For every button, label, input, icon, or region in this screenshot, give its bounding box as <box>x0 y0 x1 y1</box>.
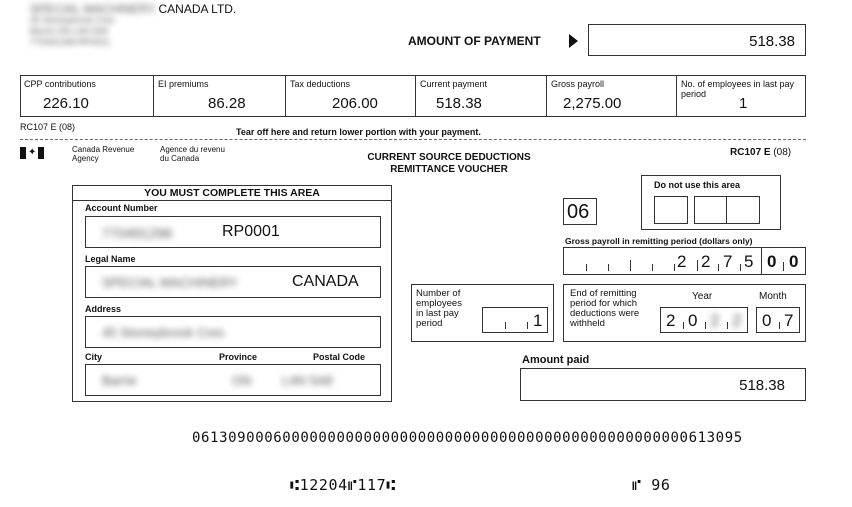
month-digit-2: 7 <box>784 311 794 330</box>
do-not-use-box-2 <box>694 196 760 224</box>
form-code-top: RC107 E (08) <box>20 122 76 132</box>
year-digit-4: 2 <box>732 311 742 330</box>
address-redacted: 45 Stoneybrook Cres <box>102 325 225 340</box>
arrow-right-icon <box>569 34 578 48</box>
summary-cpp-value: 226.10 <box>43 95 89 112</box>
summary-tax-label: Tax deductions <box>290 79 351 89</box>
summary-ei <box>153 76 284 116</box>
gross-digit-4: 5 <box>744 252 754 271</box>
account-number-field[interactable] <box>85 216 381 248</box>
summary-cpp <box>21 76 151 116</box>
form-code-voucher: RC107 E (08) <box>730 147 792 158</box>
code-box <box>563 198 597 225</box>
legal-name-redacted: SPECIAL MACHINERY <box>102 275 238 290</box>
summary-gross <box>546 76 677 116</box>
year-digit-3: 2 <box>710 311 720 330</box>
summary-employees <box>676 76 806 116</box>
month-field[interactable] <box>756 307 800 333</box>
tear-off-instruction: Tear off here and return lower portion with your payment. <box>236 127 481 137</box>
gross-cents-1: 0 <box>767 252 777 271</box>
year-digit-1: 2 <box>666 311 676 330</box>
employees-value: 1 <box>533 311 543 330</box>
micr-line-2: ⑆12204⑈117⑆ <box>290 476 396 494</box>
amount-paid-field[interactable] <box>520 368 806 401</box>
summary-row <box>20 75 806 117</box>
legal-name-suffix: CANADA <box>292 273 359 290</box>
gross-digit-2: 2 <box>701 252 711 271</box>
summary-tax <box>285 76 416 116</box>
period-section <box>563 284 806 342</box>
micr-line-1: 0613090006000000000000000000000000000000000000000000000613095 <box>192 430 743 446</box>
agency-name-fr: Agence du revenu du Canada <box>160 145 225 163</box>
summary-employees-label: No. of employees in last pay period <box>681 79 795 99</box>
agency-name-en: Canada Revenue Agency <box>72 145 135 163</box>
micr-line-right: ⑈ 96 <box>632 476 671 494</box>
legal-name-label: Legal Name <box>85 254 136 264</box>
amount-of-payment-value: 518.38 <box>749 33 795 50</box>
company-block <box>30 4 236 48</box>
account-number-label: Account Number <box>85 203 158 213</box>
city-label: City <box>85 352 103 362</box>
amount-of-payment-box <box>588 24 806 56</box>
summary-current-value: 518.38 <box>436 95 482 112</box>
do-not-use-box-1 <box>654 196 688 224</box>
summary-employees-value: 1 <box>739 95 748 112</box>
gross-cents-2: 0 <box>789 252 799 271</box>
postal-code-label: Postal Code <box>313 352 366 362</box>
summary-ei-value: 86.28 <box>208 95 246 112</box>
summary-ei-label: EI premiums <box>158 79 209 89</box>
account-number-redacted: 770491298 <box>102 225 173 241</box>
complete-area-header: YOU MUST COMPLETE THIS AREA <box>144 187 320 199</box>
tear-line <box>20 139 806 140</box>
complete-area <box>72 185 392 402</box>
gross-payroll-label: Gross payroll in remitting period (dollars only) <box>565 236 753 246</box>
period-label: End of remitting period for which deductions were withheld <box>570 288 640 329</box>
postal-code-redacted: L4N 5A8 <box>282 373 333 388</box>
summary-gross-value: 2,275.00 <box>563 95 622 112</box>
company-name-suffix: CANADA LTD. <box>158 2 237 16</box>
employees-section <box>411 284 554 342</box>
employees-field[interactable] <box>482 307 548 333</box>
summary-current-label: Current payment <box>420 79 488 89</box>
account-number-suffix: RP0001 <box>222 223 280 240</box>
address-label: Address <box>85 304 122 314</box>
summary-tax-value: 206.00 <box>332 95 378 112</box>
amount-paid-label: Amount paid <box>522 354 590 366</box>
summary-cpp-label: CPP contributions <box>24 79 96 89</box>
employees-label: Number of employees in last pay period <box>416 288 462 329</box>
gross-payroll-field[interactable] <box>563 247 806 275</box>
voucher-title: CURRENT SOURCE DEDUCTIONS REMITTANCE VOUCHER <box>367 152 531 175</box>
gross-digit-3: 7 <box>723 252 733 271</box>
code-box-value: 06 <box>567 201 590 223</box>
gross-digit-1: 2 <box>677 252 687 271</box>
month-label: Month <box>759 291 787 302</box>
year-label: Year <box>692 291 713 302</box>
do-not-use-label: Do not use this area <box>654 180 741 190</box>
year-digit-2: 0 <box>688 311 698 330</box>
do-not-use-area <box>641 175 781 230</box>
year-field[interactable] <box>660 307 748 333</box>
province-redacted: ON <box>232 373 252 388</box>
amount-paid-value: 518.38 <box>739 377 785 394</box>
province-label: Province <box>219 352 258 362</box>
legal-name-field[interactable] <box>85 266 381 298</box>
canada-flag-icon: ✦ <box>20 147 44 159</box>
company-address-line1: 45 Stoneybrook Cres <box>30 15 115 25</box>
company-name-redacted: SPECIAL MACHINERY <box>30 2 156 16</box>
summary-gross-label: Gross payroll <box>551 79 605 89</box>
company-address-line2: Barrie ON L4N 5A8 <box>30 26 108 36</box>
summary-current <box>415 76 546 116</box>
amount-of-payment-label: AMOUNT OF PAYMENT <box>408 34 541 48</box>
month-digit-1: 0 <box>762 311 772 330</box>
address-field[interactable] <box>85 316 381 348</box>
city-redacted: Barrie <box>102 373 137 388</box>
company-address-line3: 770491298 RP0001 <box>30 37 111 47</box>
city-province-postal-field[interactable] <box>85 364 381 396</box>
